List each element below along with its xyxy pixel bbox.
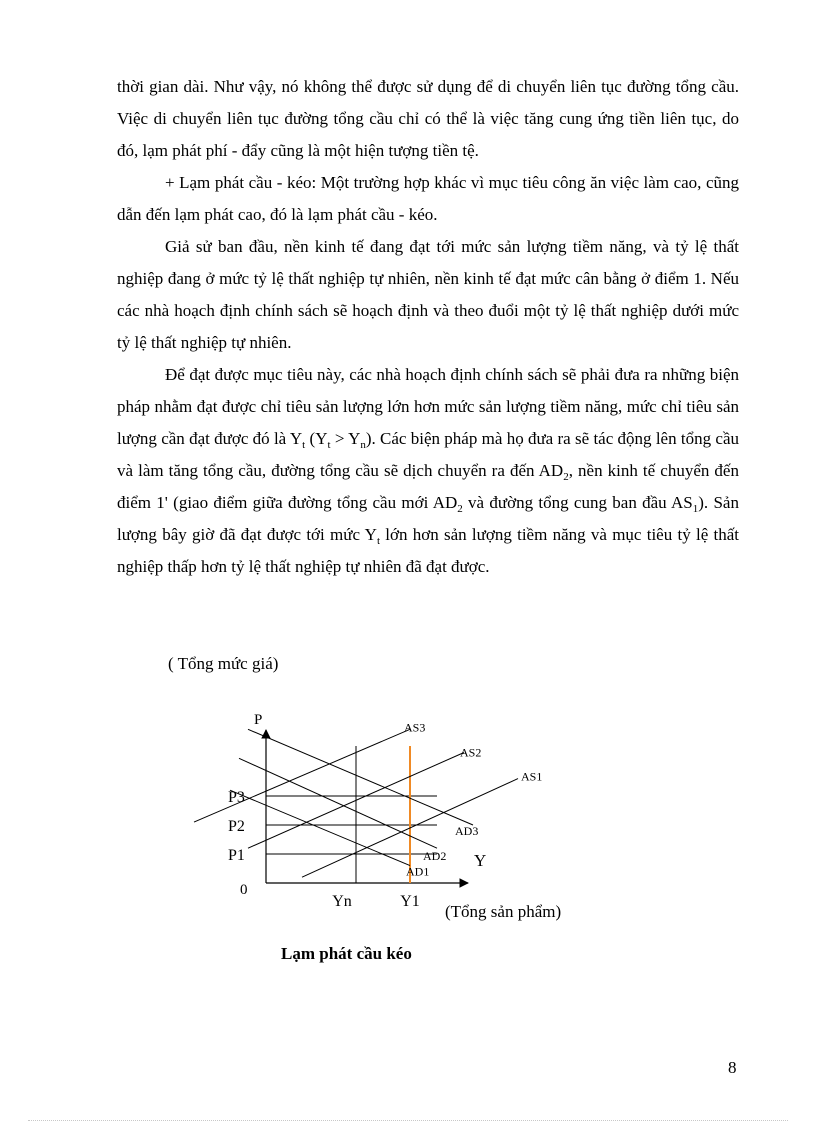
output-tick-y1: Y1 bbox=[400, 893, 420, 910]
paragraph-1: thời gian dài. Như vậy, nó không thể được sử dụng để di chuyển liên tục đường tổng cầu. Việc di chuyển liên tục đường tổng cầu chỉ có thể là việc tăng cung ứng tiền liên tục, do đó, lạm phát phí - đẩy cũng là một hiện tượng tiền tệ. bbox=[117, 77, 739, 160]
curve-label-as3: AS3 bbox=[404, 720, 426, 735]
price-tick-p1: P1 bbox=[228, 847, 245, 864]
footer-divider bbox=[28, 1120, 788, 1121]
price-tick-p2: P2 bbox=[228, 818, 245, 835]
paragraph-3: Giả sử ban đầu, nền kinh tế đang đạt tới mức sản lượng tiềm năng, và tỷ lệ thất nghiệp đang ở mức tỷ lệ thất nghiệp tự nhiên, nền kinh tế đạt mức cân bằng ở điểm 1. Nếu các nhà hoạch định chính sách sẽ hoạch định và theo đuổi một tỷ lệ thất nghiệp dưới mức tỷ lệ thất nghiệp tự nhiên. bbox=[117, 237, 739, 352]
origin-label: 0 bbox=[240, 882, 248, 898]
curve-label-ad2: AD2 bbox=[423, 849, 447, 864]
paragraph-4: Để đạt được mục tiêu này, các nhà hoạch định chính sách sẽ phải đưa ra những biện pháp nhằm đạt được chỉ tiêu sản lượng lớn hơn mức sản lượng tiềm năng, mức chỉ tiêu sản lượng cần đạt được đó là $Y_t$ $(Y_t > Y_n)$. Các biện pháp mà họ đưa ra sẽ tác động lên tổng cầu và làm tăng tổng cầu, đường tổng cầu sẽ dịch chuyển ra đến $AD_2$, nền kinh tế chuyển đến điểm 1' (giao điểm giữa đường tổng cầu mới $AD_2$ và đường tổng cung ban đầu $AS_1$). Sản lượng bây giờ đã đạt được tới mức $Y_t$ lớn hơn sản lượng tiềm năng và mục tiêu tỷ lệ thất nghiệp thấp hơn tỷ lệ thất nghiệp tự nhiên đã đạt được. bbox=[117, 365, 739, 576]
x-axis-label: Y bbox=[474, 851, 487, 870]
output-tick-yn: Yn bbox=[332, 893, 352, 910]
x-axis-caption: (Tổng sản phẩm) bbox=[445, 902, 562, 921]
price-tick-p3: P3 bbox=[228, 789, 245, 806]
curve-ad2 bbox=[239, 758, 437, 848]
y-axis-label: P bbox=[254, 712, 263, 728]
paragraph-2: + Lạm phát cầu - kéo: Một trường hợp khác vì mục tiêu công ăn việc làm cao, cũng dẫn đến lạm phát cao, đó là lạm phát cầu - kéo. bbox=[117, 173, 739, 224]
page-number: 8 bbox=[728, 1058, 737, 1077]
body-text bbox=[117, 71, 739, 583]
curve-label-ad3: AD3 bbox=[455, 824, 479, 838]
demand-pull-inflation-chart bbox=[160, 652, 620, 952]
curve-label-as1: AS1 bbox=[521, 769, 543, 784]
curve-label-ad1: AD1 bbox=[406, 864, 430, 879]
curve-as3 bbox=[194, 729, 410, 822]
curve-ad3 bbox=[248, 729, 473, 825]
figure-caption: Lạm phát cầu kéo bbox=[281, 944, 412, 963]
y-axis-caption: ( Tổng mức giá) bbox=[168, 654, 279, 673]
curve-label-as2: AS2 bbox=[460, 745, 482, 760]
